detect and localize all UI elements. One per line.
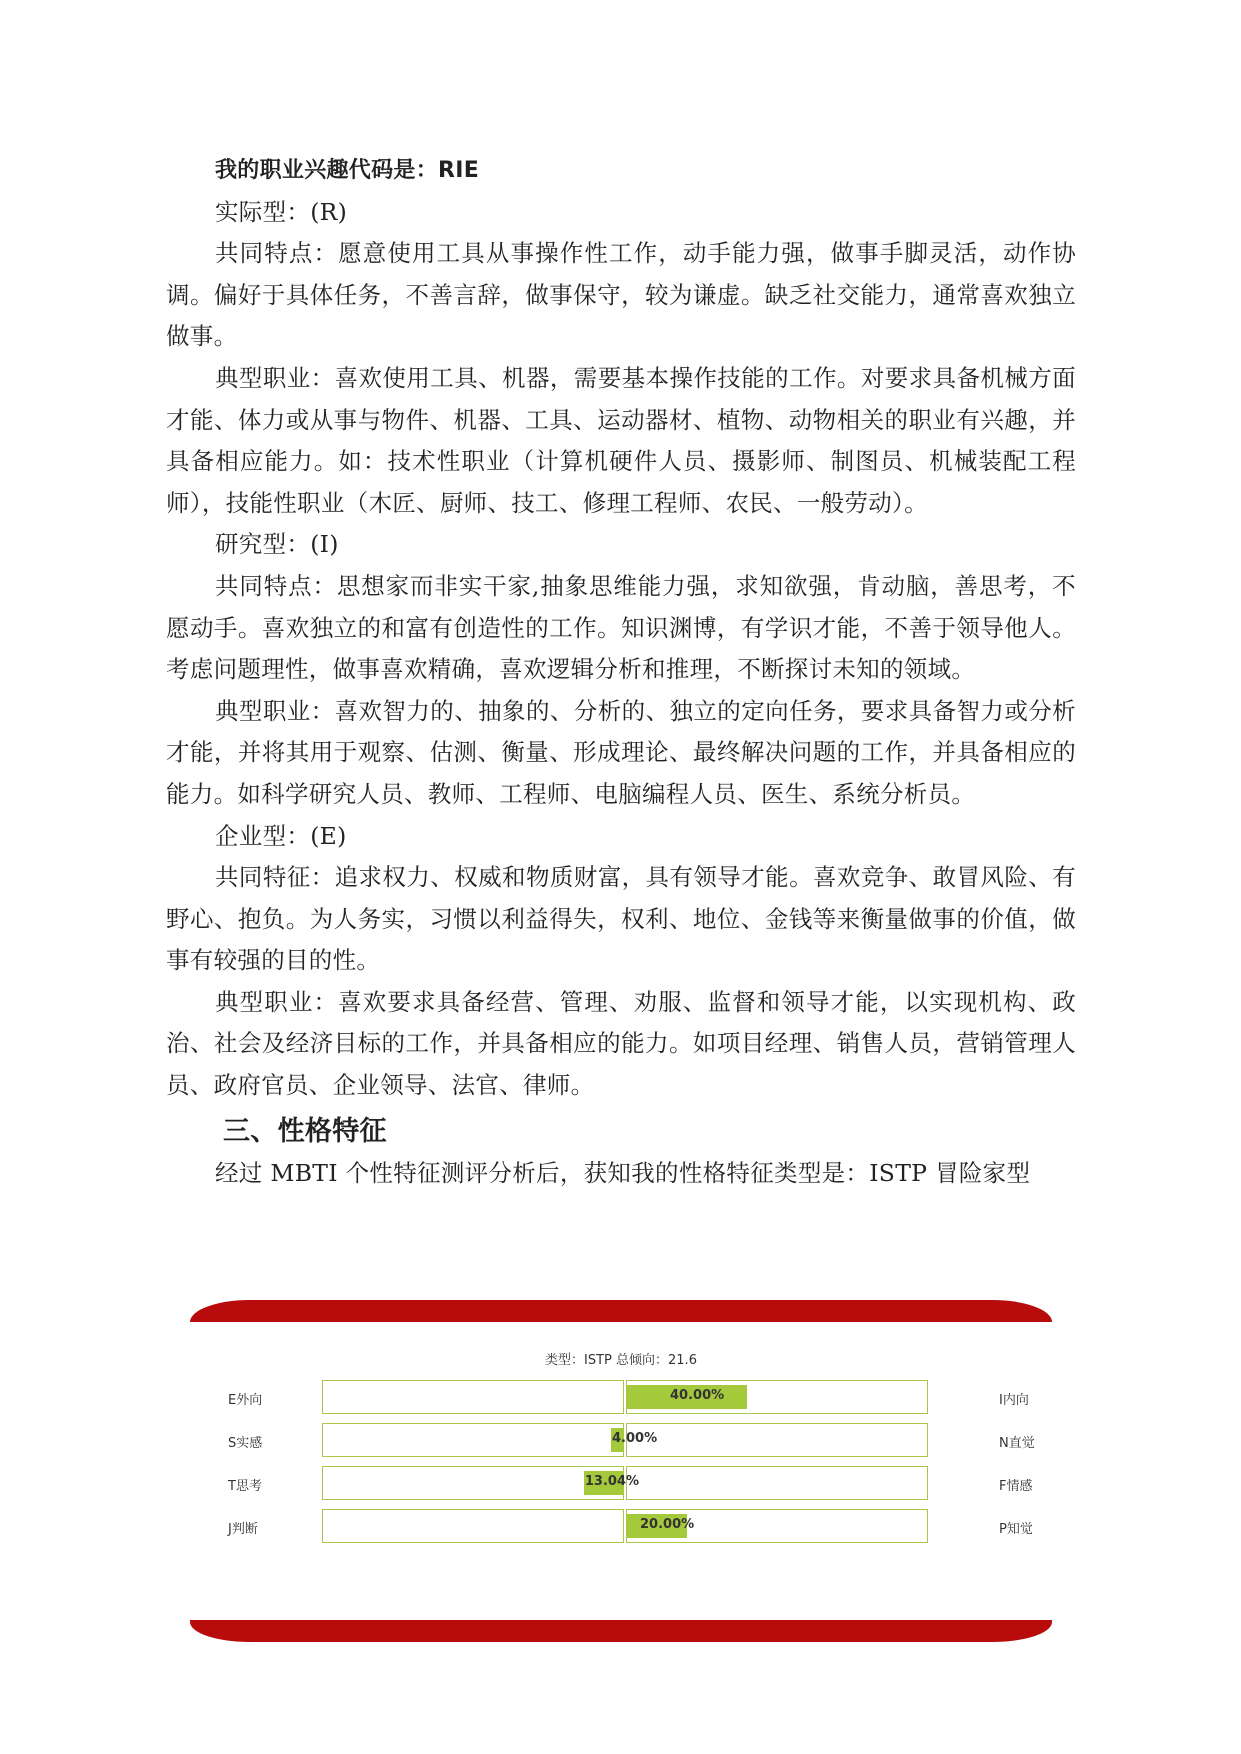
dimension-left-label: S实感	[228, 1436, 263, 1451]
bar-track-right	[626, 1466, 928, 1500]
chart-bottom-band	[190, 1620, 1052, 1642]
type-r-traits: 共同特点：愿意使用工具从事操作性工作，动手能力强，做事手脚灵活，动作协调。偏好于具体任务，不善言辞，做事保守，较为谦虚。缺乏社交能力，通常喜欢独立做事。	[166, 239, 1076, 351]
type-e-traits: 共同特征：追求权力、权威和物质财富，具有领导才能。喜欢竞争、敢冒风险、有野心、抱负。为人务实，习惯以利益得失，权利、地位、金钱等来衡量做事的价值，做事有较强的目的性。	[166, 863, 1076, 975]
type-i-heading: 研究型：(I)	[215, 530, 339, 559]
mbti-row	[166, 1509, 1076, 1543]
document-body	[166, 150, 1076, 1194]
bar-track-left	[322, 1509, 624, 1543]
bar-value-label: 4.00%	[612, 1431, 658, 1446]
dimension-right-label: N直觉	[999, 1436, 1035, 1451]
mbti-chart	[166, 1300, 1076, 1640]
type-i-traits: 共同特点：思想家而非实干家,抽象思维能力强，求知欲强，肯动脑，善思考，不愿动手。喜欢独立的和富有创造性的工作。知识渊博，有学识才能，不善于领导他人。考虑问题理性，做事喜欢精确，喜欢逻辑分析和推理，不断探讨未知的领域。	[166, 571, 1076, 684]
dimension-right-label: P知觉	[999, 1522, 1033, 1537]
bar-track-right	[626, 1423, 928, 1457]
type-r-heading: 实际型：(R)	[215, 197, 348, 226]
dimension-left-label: J判断	[228, 1522, 258, 1537]
dimension-right-label: I内向	[999, 1393, 1029, 1408]
dimension-left-label: T思考	[228, 1479, 262, 1494]
chart-title: 类型：ISTP 总倾向：21.6	[545, 1353, 697, 1368]
interest-code-line: 我的职业兴趣代码是：RIE	[215, 158, 480, 183]
bar-value-label: 40.00%	[670, 1388, 725, 1403]
type-e-heading: 企业型：(E)	[215, 821, 347, 850]
mbti-row	[166, 1423, 1076, 1457]
personality-heading: 三、性格特征	[223, 1115, 387, 1147]
bar-track-left	[322, 1423, 624, 1457]
mbti-summary: 经过 MBTI 个性特征测评分析后，获知我的性格特征类型是：ISTP 冒险家型	[215, 1158, 1031, 1187]
type-i-jobs: 典型职业：喜欢智力的、抽象的、分析的、独立的定向任务，要求具备智力或分析才能，并将其用于观察、估测、衡量、形成理论、最终解决问题的工作，并具备相应的能力。如科学研究人员、教师、工程师、电脑编程人员、医生、系统分析员。	[166, 696, 1076, 808]
bar-value-label: 13.04%	[584, 1474, 640, 1489]
bar-value-label: 20.00%	[640, 1517, 695, 1532]
mbti-row	[166, 1466, 1076, 1500]
mbti-row	[166, 1380, 1076, 1414]
dimension-left-label: E外向	[228, 1393, 263, 1408]
type-r-jobs: 典型职业：喜欢使用工具、机器，需要基本操作技能的工作。对要求具备机械方面才能、体力或从事与物件、机器、工具、运动器材、植物、动物相关的职业有兴趣，并具备相应能力。如：技术性职业（计算机硬件人员、摄影师、制图员、机械装配工程师），技能性职业（木匠、厨师、技工、修理工程师、农民、一般劳动）。	[166, 363, 1076, 517]
bar-track-left	[322, 1466, 624, 1500]
dimension-right-label: F情感	[999, 1479, 1033, 1494]
chart-top-band	[190, 1300, 1052, 1322]
bar-track-left	[322, 1380, 624, 1414]
type-e-jobs: 典型职业：喜欢要求具备经营、管理、劝服、监督和领导才能，以实现机构、政治、社会及经济目标的工作，并具备相应的能力。如项目经理、销售人员，营销管理人员、政府官员、企业领导、法官、律师。	[166, 987, 1076, 1100]
